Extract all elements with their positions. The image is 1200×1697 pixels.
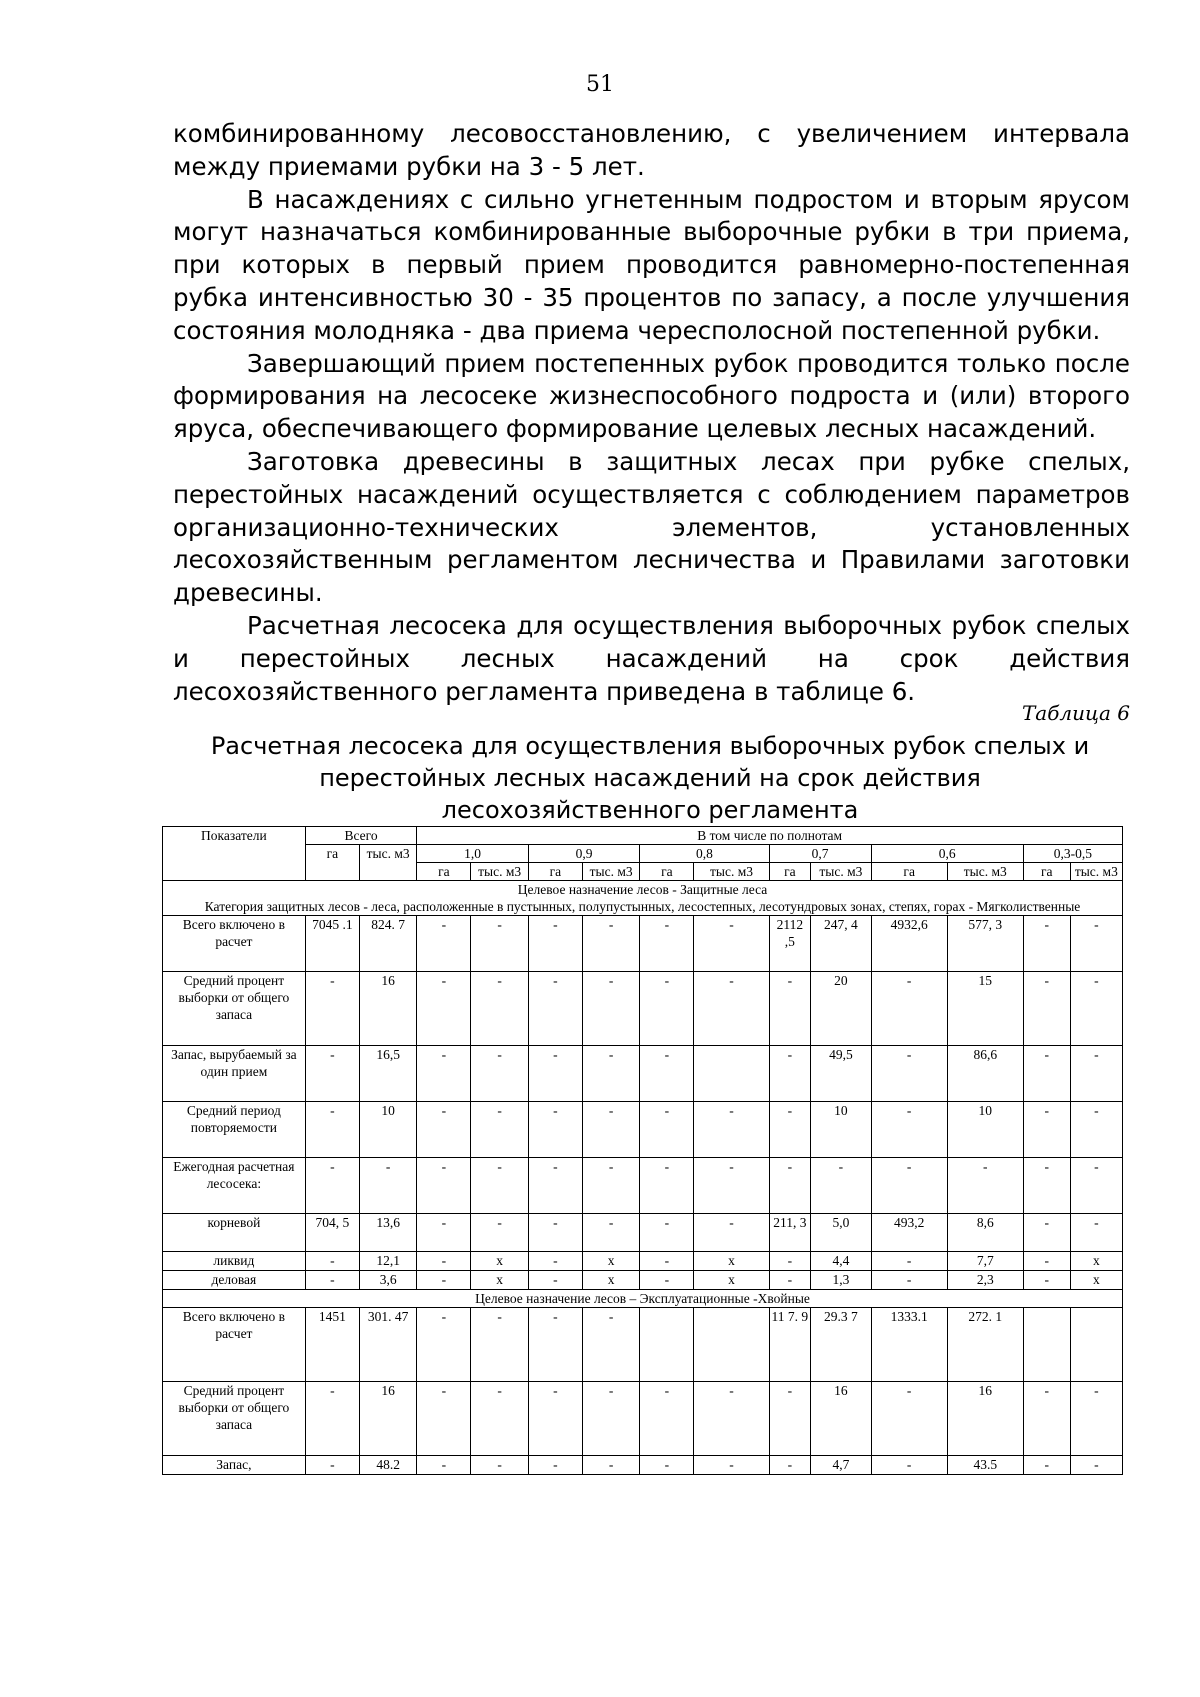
table-cell: х <box>471 1252 528 1271</box>
table-cell: - <box>640 1252 694 1271</box>
header-ha: га <box>640 863 694 881</box>
table-cell: 211, 3 <box>769 1214 811 1252</box>
table-cell: - <box>871 1456 947 1475</box>
table-cell: - <box>582 1158 639 1214</box>
table-row <box>163 1271 1123 1290</box>
paragraph: Завершающий прием постепенных рубок проводится только после формирования на лесосеке жизнеспособного подроста и (или) второго яруса, обеспечивающего формирование целевых лесных насаждений. <box>173 348 1130 444</box>
table-cell: - <box>1070 1214 1122 1252</box>
table-row <box>163 1158 1123 1214</box>
table-cell: - <box>1070 972 1122 1046</box>
table-cell: - <box>417 1252 471 1271</box>
table-cell: - <box>305 1252 359 1271</box>
table-cell: 10 <box>359 1102 416 1158</box>
table-cell: - <box>582 1046 639 1102</box>
section-row <box>163 881 1123 916</box>
header-thous-m3: тыс. м3 <box>947 863 1023 881</box>
table-cell: - <box>471 1102 528 1158</box>
table-cell: - <box>769 1046 811 1102</box>
table-cell: - <box>528 1271 582 1290</box>
table-cell: 48.2 <box>359 1456 416 1475</box>
table-cell: - <box>1070 1382 1122 1456</box>
header-ha: га <box>417 863 471 881</box>
header-total: Всего <box>305 827 417 845</box>
table-cell: 16,5 <box>359 1046 416 1102</box>
header-density: 0,8 <box>640 845 769 863</box>
row-label: ликвид <box>163 1252 306 1271</box>
header-density: 0,7 <box>769 845 871 863</box>
row-label: Средний период повторяемости <box>163 1102 306 1158</box>
header-density: 0,9 <box>528 845 640 863</box>
table-cell: - <box>871 1158 947 1214</box>
row-label: Запас, <box>163 1456 306 1475</box>
table-cell: - <box>528 1158 582 1214</box>
header-thous-m3: тыс. м3 <box>1070 863 1122 881</box>
table-cell: - <box>528 1102 582 1158</box>
table-cell: - <box>305 1456 359 1475</box>
table-row <box>163 1252 1123 1271</box>
row-label: Средний процент выборки от общего запаса <box>163 1382 306 1456</box>
table-cell: 1,3 <box>811 1271 871 1290</box>
table-cell: - <box>305 1271 359 1290</box>
table-cell: 824. 7 <box>359 916 416 972</box>
table-row <box>163 1308 1123 1382</box>
table-cell: 11 7. 9 <box>769 1308 811 1382</box>
table-cell: - <box>871 972 947 1046</box>
section-purpose: Целевое назначение лесов – Эксплуатационные -Хвойные <box>163 1290 1123 1308</box>
header-density: 0,3-0,5 <box>1023 845 1122 863</box>
table-cell: - <box>640 1271 694 1290</box>
table-cell: - <box>871 1102 947 1158</box>
header-ha: га <box>528 863 582 881</box>
table-cell: - <box>640 916 694 972</box>
table-cell: - <box>769 1456 811 1475</box>
header-thous-m3: тыс. м3 <box>811 863 871 881</box>
table-cell: - <box>528 1456 582 1475</box>
table-cell: 1451 <box>305 1308 359 1382</box>
table-cell: - <box>1023 1046 1070 1102</box>
table-cell: - <box>640 1046 694 1102</box>
header-ha: га <box>769 863 811 881</box>
table-cell: - <box>528 972 582 1046</box>
table-cell: - <box>1023 1271 1070 1290</box>
table-cell: - <box>1023 1158 1070 1214</box>
table-cell: 86,6 <box>947 1046 1023 1102</box>
table-cell: - <box>694 1158 769 1214</box>
table-cell: - <box>1023 1214 1070 1252</box>
table-cell: - <box>528 1382 582 1456</box>
table-cell: х <box>694 1271 769 1290</box>
table-cell: 16 <box>359 972 416 1046</box>
row-label: Всего включено в расчет <box>163 1308 306 1382</box>
paragraph: В насаждениях с сильно угнетенным подростом и вторым ярусом могут назначаться комбинированные выборочные рубки в три приема, при которых в первый прием проводится равномерно-постепенная рубка интенсивностью 30 - 35 процентов по запасу, а после улучшения состояния молодняка - два приема чересполосной постепенной рубки. <box>173 184 1130 345</box>
row-label: Ежегодная расчетная лесосека: <box>163 1158 306 1214</box>
table-cell: 20 <box>811 972 871 1046</box>
table-cell: х <box>582 1252 639 1271</box>
table-cell: - <box>471 1308 528 1382</box>
table-cell: 1333.1 <box>871 1308 947 1382</box>
table-cell: - <box>1023 1456 1070 1475</box>
table-cell: х <box>582 1271 639 1290</box>
table-cell: 16 <box>947 1382 1023 1456</box>
table-cell: - <box>769 1102 811 1158</box>
header-row <box>163 827 1123 845</box>
row-label: деловая <box>163 1271 306 1290</box>
body-text <box>173 118 1130 708</box>
table-cell: 49,5 <box>811 1046 871 1102</box>
table-cell: - <box>769 1158 811 1214</box>
table-cell: 13,6 <box>359 1214 416 1252</box>
paragraph: комбинированному лесовосстановлению, с увеличением интервала между приемами рубки на 3 - 5 лет. <box>173 119 1130 181</box>
table-cell: - <box>1070 1456 1122 1475</box>
table-cell: - <box>640 1382 694 1456</box>
table-cell: - <box>1070 916 1122 972</box>
table-cell: - <box>1023 1252 1070 1271</box>
header-row <box>163 845 1123 863</box>
table-cell: - <box>1023 972 1070 1046</box>
table-cell: х <box>1070 1271 1122 1290</box>
table-cell: х <box>694 1252 769 1271</box>
row-label: корневой <box>163 1214 306 1252</box>
table-cell <box>640 1308 694 1382</box>
table-cell: - <box>417 1102 471 1158</box>
header-by-density: В том числе по полнотам <box>417 827 1123 845</box>
table-cell: 2112 ,5 <box>769 916 811 972</box>
table-cell: - <box>871 1271 947 1290</box>
table-cell: 493,2 <box>871 1214 947 1252</box>
table-cell: - <box>305 1382 359 1456</box>
header-thous-m3: тыс. м3 <box>694 863 769 881</box>
table-cell: - <box>359 1158 416 1214</box>
section-category: Категория защитных лесов - леса, расположенные в пустынных, полупустынных, лесостепных, лесотундровых зонах, степях, горах - Мягколиственные <box>204 899 1081 914</box>
table-cell: - <box>471 1456 528 1475</box>
table-caption: Таблица 6 <box>1021 701 1130 725</box>
table-cell: х <box>1070 1252 1122 1271</box>
table-cell: - <box>582 972 639 1046</box>
allowable-cut-table <box>162 826 1123 1475</box>
table-cell: - <box>471 1214 528 1252</box>
table-cell: - <box>582 1102 639 1158</box>
table-cell: 43.5 <box>947 1456 1023 1475</box>
table-cell: - <box>417 916 471 972</box>
table-row <box>163 1382 1123 1456</box>
table-cell: - <box>582 1214 639 1252</box>
table-cell: - <box>417 1214 471 1252</box>
table-cell: 15 <box>947 972 1023 1046</box>
table-cell: - <box>471 916 528 972</box>
table-cell: - <box>471 972 528 1046</box>
table-cell: 7045 .1 <box>305 916 359 972</box>
table-title: Расчетная лесосека для осуществления выборочных рубок спелых и перестойных лесных насаждений на срок действия лесохозяйственного регламента <box>210 732 1090 824</box>
table-cell: - <box>471 1046 528 1102</box>
table-cell: - <box>871 1046 947 1102</box>
table-cell: - <box>417 1271 471 1290</box>
table-cell: - <box>1070 1158 1122 1214</box>
table-cell: 3,6 <box>359 1271 416 1290</box>
table-cell: - <box>582 1456 639 1475</box>
table-cell: 4932,6 <box>871 916 947 972</box>
table-cell <box>1070 1308 1122 1382</box>
table-cell: - <box>694 916 769 972</box>
table-row <box>163 1456 1123 1475</box>
table-cell: - <box>769 1252 811 1271</box>
table-cell: - <box>1023 1102 1070 1158</box>
table-cell: - <box>1023 916 1070 972</box>
table-cell: - <box>305 1158 359 1214</box>
table-cell: - <box>1070 1046 1122 1102</box>
table-cell: - <box>417 1456 471 1475</box>
table-row <box>163 972 1123 1046</box>
header-thous-m3: тыс. м3 <box>359 845 416 881</box>
table-cell: - <box>528 1252 582 1271</box>
table-cell: - <box>471 1158 528 1214</box>
page-number: 51 <box>586 72 614 97</box>
header-ha: га <box>871 863 947 881</box>
header-indicators: Показатели <box>163 827 306 881</box>
table-cell: - <box>417 1308 471 1382</box>
table-cell <box>1023 1308 1070 1382</box>
table-cell: 29.3 7 <box>811 1308 871 1382</box>
table-cell: - <box>694 1382 769 1456</box>
table-cell: - <box>947 1158 1023 1214</box>
header-thous-m3: тыс. м3 <box>582 863 639 881</box>
table-row <box>163 1046 1123 1102</box>
table-cell: - <box>640 1102 694 1158</box>
table-cell: - <box>871 1252 947 1271</box>
table-cell: - <box>769 1382 811 1456</box>
table-cell: 7,7 <box>947 1252 1023 1271</box>
table-cell: - <box>640 1456 694 1475</box>
table-cell: - <box>694 1214 769 1252</box>
table-cell: 704, 5 <box>305 1214 359 1252</box>
table-cell: - <box>640 1158 694 1214</box>
table-cell: 2,3 <box>947 1271 1023 1290</box>
table-cell: 272. 1 <box>947 1308 1023 1382</box>
header-ha: га <box>1023 863 1070 881</box>
table-cell: - <box>528 916 582 972</box>
table-cell: - <box>417 972 471 1046</box>
section-purpose: Целевое назначение лесов - Защитные леса <box>517 882 768 897</box>
table-cell: 16 <box>359 1382 416 1456</box>
table-cell: - <box>305 1102 359 1158</box>
table-cell: - <box>582 1308 639 1382</box>
row-label: Всего включено в расчет <box>163 916 306 972</box>
table-cell: - <box>582 916 639 972</box>
header-density: 0,6 <box>871 845 1023 863</box>
table-cell: - <box>769 1271 811 1290</box>
table-cell: - <box>811 1158 871 1214</box>
table-cell: 5,0 <box>811 1214 871 1252</box>
header-ha: га <box>305 845 359 881</box>
table-cell <box>694 1308 769 1382</box>
table-cell: - <box>694 1102 769 1158</box>
table-cell: - <box>640 972 694 1046</box>
table-cell: - <box>694 972 769 1046</box>
table-cell: - <box>417 1158 471 1214</box>
table-cell: 12,1 <box>359 1252 416 1271</box>
table-cell: - <box>640 1214 694 1252</box>
table-cell: 301. 47 <box>359 1308 416 1382</box>
table-cell: - <box>528 1214 582 1252</box>
table-row <box>163 1214 1123 1252</box>
table-cell: - <box>528 1046 582 1102</box>
paragraph: Заготовка древесины в защитных лесах при рубке спелых, перестойных насаждений осуществляется с соблюдением параметров организационно-технических элементов, установленных лесохозяйственным регламентом лесничества и Правилами заготовки древесины. <box>173 446 1130 608</box>
table-cell: 577, 3 <box>947 916 1023 972</box>
table-cell: 247, 4 <box>811 916 871 972</box>
table-cell: х <box>471 1271 528 1290</box>
row-label: Запас, вырубаемый за один прием <box>163 1046 306 1102</box>
header-density: 1,0 <box>417 845 529 863</box>
section-row <box>163 1290 1123 1308</box>
table-cell: - <box>528 1308 582 1382</box>
paragraph: Расчетная лесосека для осуществления выборочных рубок спелых и перестойных лесных насаждений на срок действия лесохозяйственного регламента приведена в таблице 6. <box>173 610 1130 706</box>
table-row <box>163 1102 1123 1158</box>
row-label: Средний процент выборки от общего запаса <box>163 972 306 1046</box>
table-cell: - <box>305 1046 359 1102</box>
table-cell: 16 <box>811 1382 871 1456</box>
table-cell: - <box>305 972 359 1046</box>
table-cell: - <box>871 1382 947 1456</box>
table-cell: 10 <box>811 1102 871 1158</box>
table-cell: - <box>769 972 811 1046</box>
table-cell: - <box>582 1382 639 1456</box>
table-row <box>163 916 1123 972</box>
table-cell: 4,7 <box>811 1456 871 1475</box>
table-cell: - <box>471 1382 528 1456</box>
table-cell <box>694 1046 769 1102</box>
table-cell: 8,6 <box>947 1214 1023 1252</box>
table-cell: - <box>1070 1102 1122 1158</box>
table-cell: - <box>417 1046 471 1102</box>
table-cell: - <box>694 1456 769 1475</box>
table-cell: - <box>417 1382 471 1456</box>
header-thous-m3: тыс. м3 <box>471 863 528 881</box>
table-cell: - <box>1023 1382 1070 1456</box>
table-cell: 4,4 <box>811 1252 871 1271</box>
table-cell: 10 <box>947 1102 1023 1158</box>
